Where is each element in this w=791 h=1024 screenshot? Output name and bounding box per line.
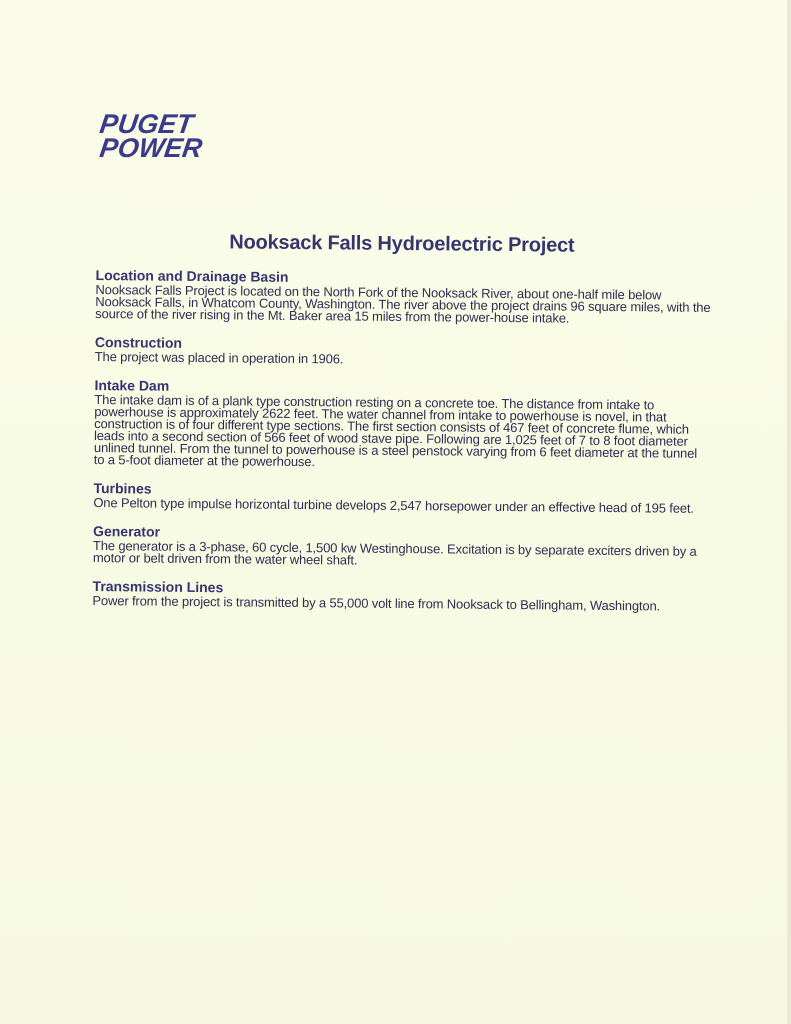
section-heading: Location and Drainage Basin (95, 267, 289, 285)
page-edge (787, 0, 791, 1024)
section-generator (89, 523, 709, 570)
section-turbines (89, 480, 709, 515)
logo-line-2: POWER (97, 133, 205, 163)
section-heading: Intake Dam (94, 377, 170, 394)
section-intake-dam (90, 377, 711, 472)
section-body: One Pelton type impulse horizontal turbine develops 2,547 horsepower under an effective head of 195 feet. (93, 495, 694, 516)
document-title: Nooksack Falls Hydroelectric Project (229, 231, 575, 257)
section-heading: Transmission Lines (92, 578, 224, 596)
section-location (91, 267, 711, 326)
puget-power-logo (97, 109, 240, 163)
section-body: The project was placed in operation in 1906. (94, 349, 344, 367)
section-transmission-lines (88, 578, 708, 613)
section-body: Nooksack Falls Project is located on the North Fork of the Nooksack River, about one-half mile below Nooksack Falls, in Whatcom County, Washington. The river above the project drains 96 square miles, with the source of the river rising in the Mt. Baker area 15 miles from the power-house intake. (95, 282, 711, 326)
section-body: The intake dam is of a plank type construction resting on a concrete toe. The distance from intake to powerhouse is approximately 2622 feet. The water channel from intake to powerhouse is novel, in that construction is of four different type sections. The first section consists of 467 feet of concrete flume, which leads into a second section of 566 feet of wood stave pipe. Following are 1,025 feet of 7 to 8 foot diameter unlined tunnel. From the tunnel to powerhouse is a steel penstock varying from 6 feet diameter at the tunnel to a 5-foot diameter at the powerhouse. (93, 392, 698, 470)
section-heading: Generator (93, 523, 161, 540)
logo-line-1: PUGET (97, 109, 196, 139)
section-body: The generator is a 3-phase, 60 cycle, 1,500 kw Westinghouse. Excitation is by separate exciters driven by a motor or belt driven from the water wheel shaft. (92, 538, 697, 568)
section-heading: Construction (94, 334, 183, 351)
section-construction (91, 334, 711, 369)
document-content (88, 230, 712, 627)
section-body: Power from the project is transmitted by a 55,000 volt line from Nooksack to Bellingham, Washington. (92, 593, 661, 614)
section-heading: Turbines (93, 480, 152, 497)
